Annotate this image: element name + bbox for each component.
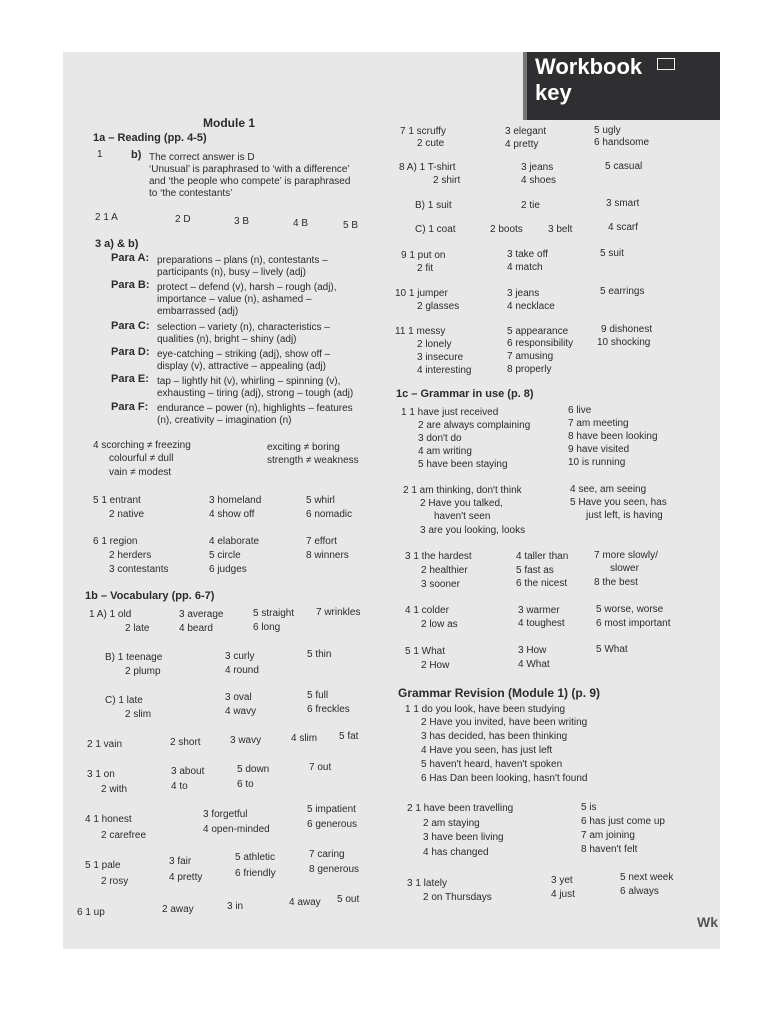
- right-column-line: 5 haven't heard, haven't spoken: [421, 759, 563, 770]
- left-column-line: 6 freckles: [307, 704, 350, 715]
- left-column-line: 2 with: [101, 784, 128, 795]
- left-column-line: 5 fat: [339, 731, 359, 742]
- right-column-line: 2 tie: [521, 200, 540, 211]
- right-column-line: 3 are you looking, looks: [420, 525, 526, 536]
- right-column-line: 4 see, am seeing: [570, 484, 647, 495]
- right-column-line: 6 most important: [596, 618, 671, 629]
- left-column-line: Para C:: [111, 320, 150, 332]
- left-column-line: 1b – Vocabulary (pp. 6-7): [85, 590, 215, 602]
- right-column-line: 9 1 put on: [401, 250, 446, 261]
- left-column-line: exhausting – tiring (adj), strong – tough (adj): [157, 388, 354, 399]
- right-column-line: 4 match: [507, 262, 543, 273]
- right-column-line: 4 pretty: [505, 139, 539, 150]
- right-column-line: 1 1 have just received: [401, 407, 499, 418]
- workbook-key-banner: [523, 52, 720, 120]
- right-column-line: just left, is having: [586, 510, 663, 521]
- right-column-line: 11 1 messy: [395, 326, 446, 337]
- right-column-line: 4 shoes: [521, 175, 557, 186]
- right-column-line: 2 1 am thinking, don't think: [403, 485, 522, 496]
- left-column-line: 6 1 up: [77, 907, 105, 918]
- right-column-line: 6 responsibility: [507, 338, 574, 349]
- left-column-line: 4 slim: [291, 733, 318, 744]
- module-title: Module 1: [203, 116, 256, 130]
- left-column-line: participants (n), busy – lively (adj): [157, 267, 306, 278]
- right-column-line: 5 next week: [620, 872, 674, 883]
- left-column-line: 2 native: [109, 509, 145, 520]
- right-column-line: 8 A) 1 T-shirt: [399, 162, 456, 173]
- right-column-line: 4 necklace: [507, 301, 555, 312]
- right-column-line: 2 1 have been travelling: [407, 803, 514, 814]
- left-column-line: 3 oval: [225, 692, 252, 703]
- left-column-line: protect – defend (v), harsh – rough (adj),: [157, 282, 337, 293]
- right-column-line: 3 insecure: [417, 352, 464, 363]
- left-column-line: 4 B: [293, 218, 309, 229]
- left-column-line: 3 contestants: [109, 564, 169, 575]
- right-column-line: slower: [610, 563, 639, 574]
- left-column-line: 6 judges: [209, 564, 247, 575]
- right-column-line: 1 1 do you look, have been studying: [405, 704, 566, 715]
- grammar-revision-heading: Grammar Revision (Module 1) (p. 9): [398, 686, 601, 700]
- left-column-line: 2 late: [125, 623, 150, 634]
- left-column-line: 4 open-minded: [203, 824, 270, 835]
- left-column-line: 4 pretty: [169, 872, 203, 883]
- right-column-line: 10 is running: [568, 457, 626, 468]
- right-column-line: 6 handsome: [594, 137, 650, 148]
- left-column-line: and ‘the people who compete’ is paraphrased: [149, 176, 351, 187]
- left-column-line: tap – lightly hit (v), whirling – spinning (v),: [157, 376, 341, 387]
- right-column-line: 2 cute: [417, 138, 445, 149]
- left-column-line: 5 full: [307, 690, 329, 701]
- left-column-line: 4 show off: [209, 509, 255, 520]
- left-column-line: 6 nomadic: [306, 509, 353, 520]
- right-column-line: 3 1 the hardest: [405, 551, 472, 562]
- left-column-line: 7 caring: [309, 849, 345, 860]
- right-column-line: B) 1 suit: [415, 200, 452, 211]
- right-column-line: 2 healthier: [421, 565, 468, 576]
- left-column-line: 6 generous: [307, 819, 358, 830]
- right-column-line: 6 Has Dan been looking, hasn't found: [421, 773, 588, 784]
- left-column-line: Para D:: [111, 346, 150, 358]
- right-column-line: 10 shocking: [597, 337, 651, 348]
- right-column-line: 6 live: [568, 405, 592, 416]
- banner-decoration: [657, 58, 675, 70]
- right-column-line: 7 am joining: [581, 830, 635, 841]
- left-column-line: 5 out: [337, 894, 360, 905]
- right-column-line: 4 am writing: [418, 446, 472, 457]
- right-column-line: 3 have been living: [423, 832, 504, 843]
- right-column-line: 4 scarf: [608, 222, 639, 233]
- left-column-line: 3 wavy: [230, 735, 262, 746]
- left-column-line: b): [131, 149, 142, 161]
- left-column-line: 5 1 entrant: [93, 495, 141, 506]
- right-column-line: 3 How: [518, 645, 547, 656]
- left-column-line: (n), creativity – imagination (n): [157, 415, 292, 426]
- left-column-line: 2 1 vain: [87, 739, 123, 750]
- left-column-line: colourful ≠ dull: [109, 453, 174, 464]
- left-column-line: 5 thin: [307, 649, 332, 660]
- left-column-line: 4 elaborate: [209, 536, 260, 547]
- right-column-line: 3 jeans: [521, 162, 554, 173]
- left-column-line: display (v), attractive – appealing (adj): [157, 361, 326, 372]
- right-column-line: 4 Have you seen, has just left: [421, 745, 553, 756]
- right-column-line: 10 1 jumper: [395, 288, 448, 299]
- right-column-line: 2 are always complaining: [418, 420, 531, 431]
- right-column-line: 6 always: [620, 886, 659, 897]
- left-column-line: 8 generous: [309, 864, 360, 875]
- left-column-line: The correct answer is D: [149, 152, 255, 163]
- left-column-line: 2 1 A: [95, 212, 118, 223]
- left-column-line: 4 to: [171, 781, 188, 792]
- left-column-line: 3 fair: [169, 856, 192, 867]
- right-column-line: 7 more slowly/: [594, 550, 658, 561]
- left-column-line: 5 whirl: [306, 495, 335, 506]
- left-column-line: importance – value (n), ashamed –: [157, 294, 312, 305]
- left-column-line: 3 1 on: [87, 769, 115, 780]
- left-column-line: selection – variety (n), characteristics –: [157, 322, 330, 333]
- right-column-line: 6 the nicest: [516, 578, 568, 589]
- right-column-line: 1c – Grammar in use (p. 8): [396, 388, 534, 400]
- left-column-line: 7 wrinkles: [316, 607, 361, 618]
- right-column-line: 2 glasses: [417, 301, 460, 312]
- right-column-line: 4 What: [518, 659, 550, 670]
- right-column-line: 4 has changed: [423, 847, 489, 858]
- right-column-line: 2 fit: [417, 263, 434, 274]
- right-column-line: 8 haven't felt: [581, 844, 638, 855]
- right-column-line: 3 warmer: [518, 605, 560, 616]
- left-column-line: 5 down: [237, 764, 270, 775]
- right-column-line: 5 What: [596, 644, 628, 655]
- left-column-line: eye-catching – striking (adj), show off –: [157, 349, 331, 360]
- right-column-line: 7 amusing: [507, 351, 554, 362]
- right-column-line: 2 shirt: [433, 175, 461, 186]
- right-column-line: 5 Have you seen, has: [570, 497, 667, 508]
- left-column-line: 7 effort: [306, 536, 337, 547]
- left-column-line: 1: [97, 149, 103, 160]
- left-column-line: B) 1 teenage: [105, 652, 163, 663]
- left-column-line: 2 D: [175, 214, 191, 225]
- right-column-line: 4 just: [551, 889, 575, 900]
- right-column-line: 3 smart: [606, 198, 640, 209]
- right-column-line: 3 yet: [551, 875, 573, 886]
- left-column-line: 2 herders: [109, 550, 152, 561]
- right-column-line: 4 interesting: [417, 365, 472, 376]
- left-column-line: qualities (n), bright – shiny (adj): [157, 334, 297, 345]
- left-column-line: 3 about: [171, 766, 205, 777]
- right-column-line: 2 boots: [490, 224, 523, 235]
- right-column-line: 3 elegant: [505, 126, 547, 137]
- left-column-line: 3 forgetful: [203, 809, 248, 820]
- right-column-line: 3 jeans: [507, 288, 540, 299]
- right-column-line: 3 take off: [507, 249, 548, 260]
- left-column-line: 2 slim: [125, 709, 152, 720]
- workbook-key-page: [63, 52, 720, 949]
- left-column-line: ‘Unusual’ is paraphrased to ‘with a difference’: [149, 164, 350, 175]
- left-column-line: embarrassed (adj): [157, 306, 239, 317]
- right-column-line: 3 don't do: [418, 433, 462, 444]
- left-column-line: 3 average: [179, 609, 224, 620]
- right-column-line: 4 taller than: [516, 551, 569, 562]
- right-column-line: haven't seen: [434, 511, 491, 522]
- right-column-line: 4 1 colder: [405, 605, 449, 616]
- left-column-line: 5 circle: [209, 550, 241, 561]
- left-column-line: 6 long: [253, 622, 281, 633]
- left-column-line: 3 curly: [225, 651, 255, 662]
- left-column-line: 5 athletic: [235, 852, 276, 863]
- left-column-line: 2 plump: [125, 666, 161, 677]
- right-column-line: 2 on Thursdays: [423, 892, 492, 903]
- right-column-line: 7 1 scruffy: [400, 126, 446, 137]
- left-column-line: 6 to: [237, 779, 254, 790]
- right-column-line: 3 1 lately: [407, 878, 448, 889]
- left-column-line: 5 1 pale: [85, 860, 121, 871]
- left-column-line: 4 wavy: [225, 706, 257, 717]
- right-column-line: 8 have been looking: [568, 431, 658, 442]
- right-column-line: 2 low as: [421, 619, 458, 630]
- left-column-line: Para F:: [111, 401, 149, 413]
- left-column-line: Para E:: [111, 373, 149, 385]
- left-column-line: exciting ≠ boring: [267, 442, 340, 453]
- right-column-line: 9 have visited: [568, 444, 630, 455]
- left-column-line: 6 1 region: [93, 536, 138, 547]
- left-column-line: 2 away: [162, 904, 194, 915]
- left-column-line: 1 A) 1 old: [89, 609, 132, 620]
- left-column-line: 3 homeland: [209, 495, 262, 506]
- right-column-line: 3 belt: [548, 224, 573, 235]
- right-column-line: 3 has decided, has been thinking: [421, 731, 568, 742]
- right-column-line: 5 earrings: [600, 286, 645, 297]
- left-column-line: to ‘the contestants’: [149, 188, 233, 199]
- left-column-line: 5 B: [343, 220, 359, 231]
- right-column-line: 2 am staying: [423, 818, 480, 829]
- right-column-line: 5 fast as: [516, 565, 554, 576]
- left-column-line: 2 short: [170, 737, 201, 748]
- left-column-line: endurance – power (n), highlights – features: [157, 403, 353, 414]
- right-column-line: 4 toughest: [518, 618, 565, 629]
- left-column-line: Para A:: [111, 252, 150, 264]
- left-column-line: 8 winners: [306, 550, 349, 561]
- left-column-line: 3 a) & b): [95, 238, 139, 250]
- right-column-line: 8 the best: [594, 577, 638, 588]
- right-column-line: 5 suit: [600, 248, 624, 259]
- left-column-line: 4 1 honest: [85, 814, 132, 825]
- right-column-line: 2 Have you invited, have been writing: [421, 717, 588, 728]
- right-column-line: 5 1 What: [405, 646, 446, 657]
- right-column-line: 5 is: [581, 802, 597, 813]
- left-column-line: Para B:: [111, 279, 150, 291]
- left-column-line: 4 round: [225, 665, 259, 676]
- left-column-line: 5 impatient: [307, 804, 356, 815]
- right-column-line: C) 1 coat: [415, 224, 456, 235]
- left-column-line: 7 out: [309, 762, 332, 773]
- right-column-line: 2 Have you talked,: [420, 498, 503, 509]
- right-column-line: 5 worse, worse: [596, 604, 664, 615]
- footer-page-mark: Wk: [697, 914, 718, 930]
- right-column-line: 9 dishonest: [601, 324, 653, 335]
- left-column-line: 4 scorching ≠ freezing: [93, 440, 191, 451]
- left-column-line: 5 straight: [253, 608, 295, 619]
- left-column-line: C) 1 late: [105, 695, 143, 706]
- right-column-line: 5 appearance: [507, 326, 569, 337]
- right-column-line: 5 ugly: [594, 125, 621, 136]
- left-column-line: preparations – plans (n), contestants –: [157, 255, 328, 266]
- left-column-line: 4 beard: [179, 623, 213, 634]
- left-column-line: 4 away: [289, 897, 321, 908]
- right-column-line: 2 lonely: [417, 339, 452, 350]
- left-column-line: 1a – Reading (pp. 4-5): [93, 132, 207, 144]
- left-column-line: 3 B: [234, 216, 250, 227]
- left-column-line: vain ≠ modest: [109, 467, 172, 478]
- left-column-line: 3 in: [227, 901, 244, 912]
- right-column-line: 5 have been staying: [418, 459, 508, 470]
- right-column-line: 2 How: [421, 660, 450, 671]
- left-column-line: 2 rosy: [101, 876, 129, 887]
- right-column-line: 6 has just come up: [581, 816, 665, 827]
- right-column-line: 5 casual: [605, 161, 643, 172]
- right-column-line: 8 properly: [507, 364, 552, 375]
- right-column-line: 7 am meeting: [568, 418, 629, 429]
- right-column-line: 3 sooner: [421, 579, 460, 590]
- banner-title-line2: key: [535, 80, 572, 105]
- banner-title-line1: Workbook: [535, 54, 643, 79]
- left-column-line: 6 friendly: [235, 868, 276, 879]
- left-column-line: strength ≠ weakness: [267, 455, 359, 466]
- left-column-line: 2 carefree: [101, 830, 147, 841]
